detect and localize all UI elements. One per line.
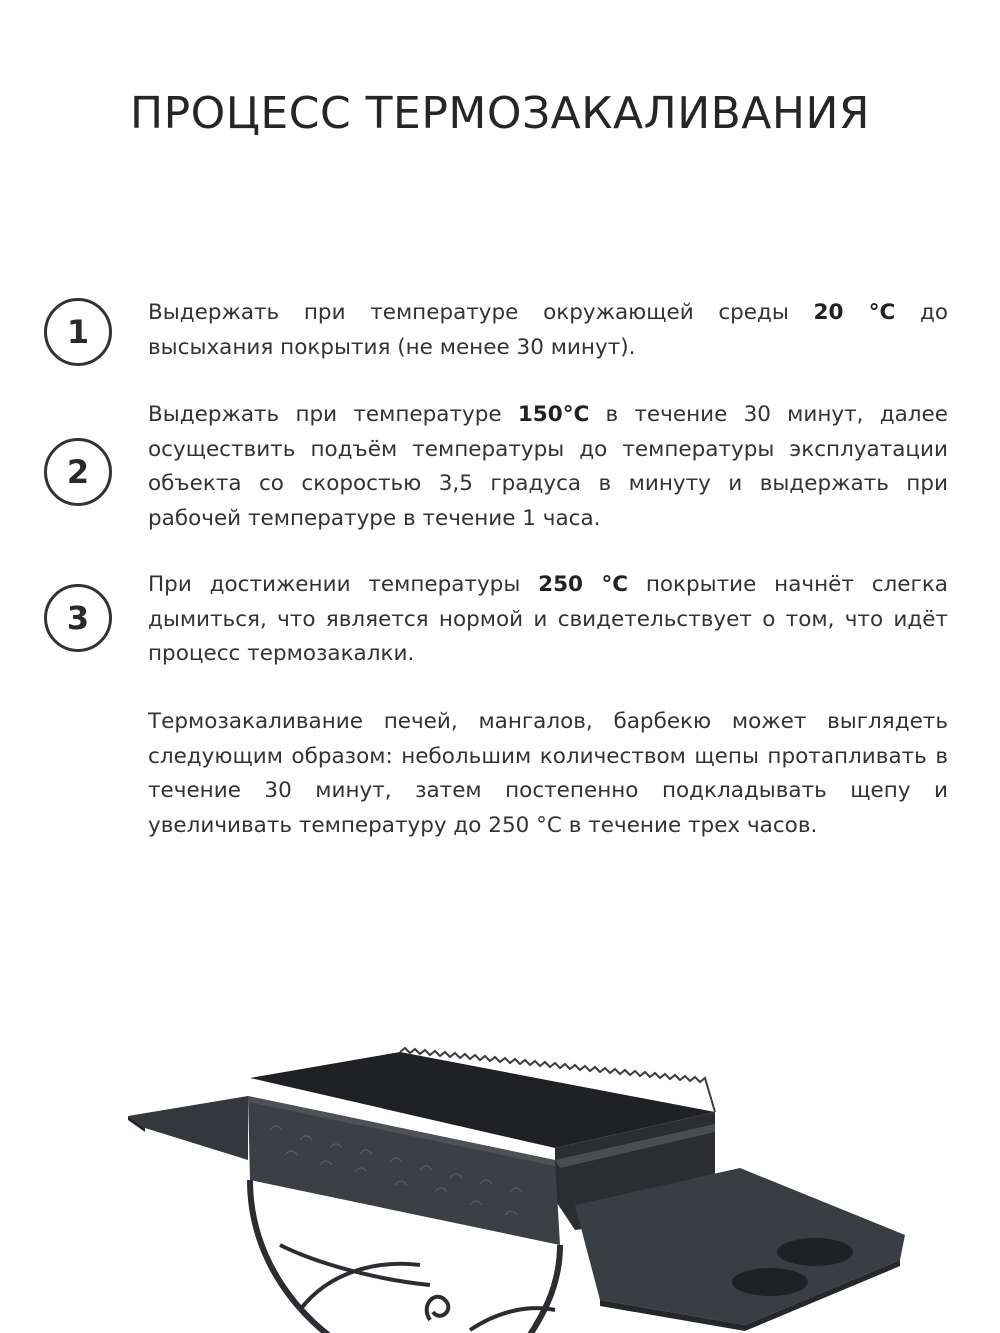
cup-holder-1 [777,1238,853,1266]
page-title: ПРОЦЕСС ТЕРМОЗАКАЛИВАНИЯ [130,88,870,139]
step-3-text-before: При достижении температуры [148,572,539,597]
step-3-temperature: 250 °С [538,572,628,597]
step-number-2: 2 [44,438,112,506]
hardening-note: Термозакаливание печей, мангалов, барбекю может выглядеть следующим образом: небольшим количеством щепы протапливать в течение 30 минут, затем постепенно подкладывать щепу и увеличивать температуру до 250 °С в течение трех часов. [148,709,948,838]
step-3-text [148,568,948,672]
step-2-text [148,398,948,536]
step-3-text-after: покрытие начнёт слегка дымиться, что является нормой и свидетельствует о том, что идёт процесс термозакалки. [148,572,948,666]
step-1-text-before: Выдержать при температуре окружающей среды [148,300,814,325]
left-shelf [128,1096,248,1160]
step-number-1: 1 [44,298,112,366]
step-1-text [148,296,948,365]
step-1-temperature: 20 °С [813,300,896,325]
step-number-3: 3 [44,584,112,652]
step-2-text-before: Выдержать при температуре [148,402,518,427]
step-2-text-after: в течение 30 минут, далее осуществить подъём температуры до температуры эксплуатации объекта со скоростью 3,5 градуса в минуту и выдержать при рабочей температуре в течение 1 часа. [148,402,948,531]
step-2-temperature: 150°С [517,402,590,427]
cup-holder-2 [732,1268,808,1296]
step-1-text-after: до высыхания покрытия (не менее 30 минут). [148,300,948,360]
grill-illustration [0,1020,1000,1333]
